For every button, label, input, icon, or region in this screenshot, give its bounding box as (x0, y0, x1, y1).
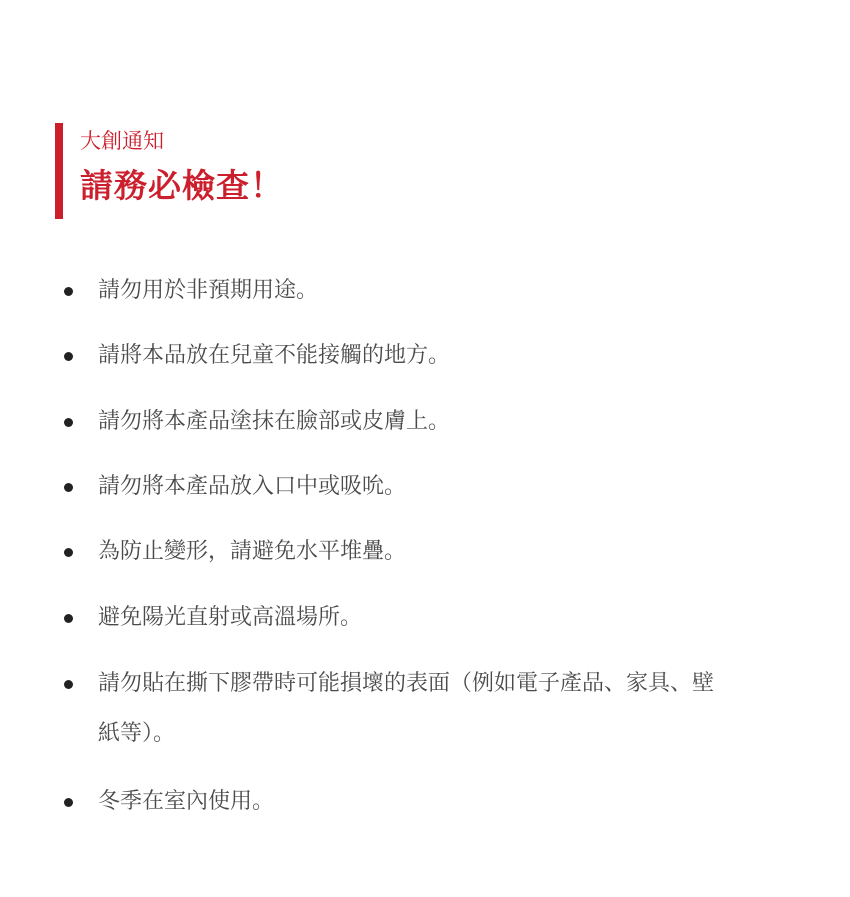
notice-kicker: 大創通知 (80, 129, 164, 153)
bullet-icon (64, 352, 73, 361)
bullet-icon (64, 680, 73, 689)
list-item-text: 請勿將本產品放入口中或吸吮。 (98, 474, 407, 499)
list-item (60, 777, 780, 827)
bullet-icon (64, 548, 73, 557)
list-item (60, 266, 780, 316)
list-item-text: 冬季在室內使用。 (98, 789, 275, 814)
list-item (60, 659, 720, 759)
bullet-icon (64, 418, 73, 427)
bullet-icon (64, 483, 73, 492)
list-item-text: 避免陽光直射或高溫場所。 (98, 605, 363, 630)
list-item-text: 請勿貼在撕下膠帶時可能損壞的表面（例如電子產品、家具、壁紙等）。 (98, 671, 715, 746)
list-item-text: 請勿用於非預期用途。 (98, 278, 319, 303)
bullet-icon (64, 614, 73, 623)
bullet-icon (64, 798, 73, 807)
bullet-icon (64, 287, 73, 296)
list-item-text: 請勿將本產品塗抹在臉部或皮膚上。 (98, 409, 451, 434)
list-item-text: 請將本品放在兒童不能接觸的地方。 (98, 343, 451, 368)
list-item (60, 397, 780, 447)
list-item (60, 593, 780, 643)
list-item (60, 331, 780, 381)
notice-header (55, 123, 284, 219)
list-item (60, 462, 780, 512)
list-item (60, 527, 780, 577)
notice-title: 請務必檢查！ (80, 166, 284, 205)
list-item-text: 為防止變形，請避免水平堆疊。 (98, 539, 407, 564)
